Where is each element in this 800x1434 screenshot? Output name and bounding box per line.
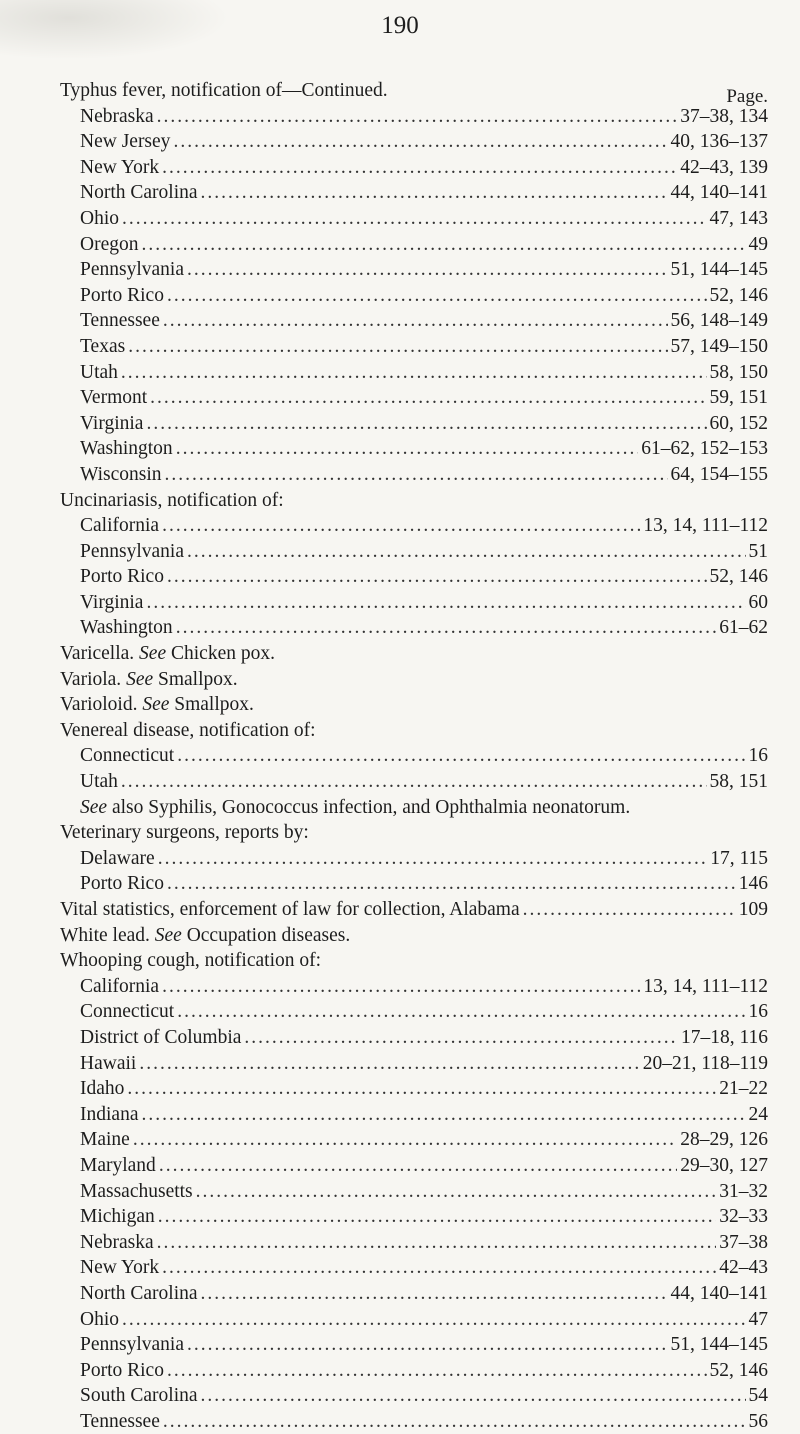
entry-pages: 13, 14, 111–112 [643,515,768,537]
index-entry [60,564,768,590]
see-also-note [60,795,768,821]
entry-pages: 51, 144–145 [670,1334,768,1356]
entry-name: Hawaii [80,1052,137,1074]
entry-pages: 51 [748,540,768,562]
entry-pages: 42–43 [719,1257,768,1279]
entry-name: Washington [80,438,173,460]
xref-see: See [142,694,170,716]
entry-pages: 52, 146 [709,1359,768,1381]
entry-pages: 56 [748,1410,768,1432]
entry-name: District of Columbia [80,1026,242,1048]
leader-dots [176,436,639,462]
index-entry [60,283,768,309]
index-entry [60,615,768,641]
entry-name: Ohio [80,1308,119,1330]
entry-pages: 64, 154–155 [670,463,768,485]
entry-name: Massachusetts [80,1180,193,1202]
entry-name: Vital statistics, enforcement of law for collection, Alabama [60,899,520,920]
entry-name: Porto Rico [80,1359,164,1381]
entry-pages: 37–38 [719,1231,768,1253]
entry-pages: 52, 146 [709,284,768,306]
entry-name: Porto Rico [80,566,164,588]
index-entry [60,411,768,437]
leader-dots [173,129,667,155]
entry-name: Delaware [80,847,155,869]
leader-dots [139,1051,639,1077]
entry-name: California [80,975,160,997]
leader-dots [201,1281,668,1307]
index-heading: Uncinariasis, notification of: [60,489,284,511]
entry-pages: 31–32 [719,1180,768,1202]
entry-pages: 28–29, 126 [680,1129,768,1151]
leader-dots [187,257,668,283]
entry-pages: 52, 146 [709,566,768,588]
entry-name: Indiana [80,1103,139,1125]
index-entry [60,360,768,386]
index-heading: Whooping cough, notification of: [60,950,322,972]
xref-see: See [154,924,182,946]
index-heading: Typhus fever, notification of—Continued. [60,80,388,101]
entry-name: Virginia [80,412,144,434]
entry-pages: 32–33 [719,1206,768,1228]
index-entry [60,334,768,360]
xref-term: Varioloid. [60,694,138,716]
leader-dots [244,1025,678,1051]
entry-pages: 20–21, 118–119 [642,1052,768,1074]
index-entry [60,974,768,1000]
entry-pages: 61–62 [719,617,768,639]
leader-dots [157,1230,717,1256]
entry-name: Maine [80,1129,130,1151]
entry-name: South Carolina [80,1385,198,1407]
entry-pages: 17–18, 116 [680,1026,768,1048]
entry-pages: 60 [748,591,768,613]
entry-pages: 109 [738,899,768,920]
xref-target: Occupation diseases. [186,924,351,946]
leader-dots [159,1153,677,1179]
entry-name: North Carolina [80,182,198,204]
index-entry [60,462,768,488]
leader-dots [158,846,708,872]
index-heading: Venereal disease, notification of: [60,719,316,741]
leader-dots [158,1204,717,1230]
see-also-text: also Syphilis, Gonococcus infection, and Ophthalmia neonatorum. [111,796,631,818]
entry-name: Pennsylvania [80,259,184,281]
entry-name: Porto Rico [80,873,164,895]
entry-name: Porto Rico [80,284,164,306]
page-column-label: Page. [726,86,768,107]
xref-term: Variola. [60,668,122,690]
entry-name: North Carolina [80,1282,198,1304]
index-entry [60,1051,768,1077]
entry-pages: 146 [738,873,768,895]
leader-dots [165,462,668,488]
entry-pages: 16 [748,745,768,767]
entry-pages: 17, 115 [710,847,768,869]
leader-dots [127,1076,716,1102]
entry-name: Nebraska [80,105,154,127]
entry-pages: 49 [748,233,768,255]
leader-dots [163,1409,746,1434]
leader-dots [201,180,668,206]
cross-reference [60,667,768,693]
index-entry [60,1409,768,1434]
index-entry [60,897,768,923]
index-entry [60,385,768,411]
leader-dots [167,283,707,309]
index-entry [60,206,768,232]
index-entry [60,846,768,872]
index-entry [60,1076,768,1102]
entry-name: Pennsylvania [80,1334,184,1356]
entry-name: Nebraska [80,1231,154,1253]
entry-name: Michigan [80,1206,155,1228]
entry-pages: 58, 150 [709,361,768,383]
index-heading: Veterinary surgeons, reports by: [60,822,309,844]
leader-dots [167,1358,707,1384]
see-also-see: See [80,796,108,818]
xref-target: Chicken pox. [170,643,275,665]
leader-dots [146,590,745,616]
index-entry [60,1102,768,1128]
entry-pages: 44, 140–141 [670,1282,768,1304]
cross-reference [60,641,768,667]
leader-dots [162,155,677,181]
entry-pages: 40, 136–137 [670,131,768,153]
index-entry [60,590,768,616]
leader-dots [177,999,745,1025]
index-entry [60,436,768,462]
index-entry [60,1358,768,1384]
entry-name: Wisconsin [80,463,162,485]
entry-name: Utah [80,361,118,383]
leader-dots [201,1383,746,1409]
entry-pages: 56, 148–149 [670,310,768,332]
entry-pages: 29–30, 127 [680,1154,768,1176]
entry-pages: 42–43, 139 [680,156,768,178]
entry-name: California [80,515,160,537]
leader-dots [121,360,707,386]
index-entry [60,1255,768,1281]
entry-name: Tennessee [80,310,160,332]
xref-see: See [139,643,167,665]
entry-name: Maryland [80,1154,156,1176]
entry-pages: 60, 152 [709,412,768,434]
index-entry [60,871,768,897]
entry-name: Utah [80,771,118,793]
entry-name: Idaho [80,1078,125,1100]
index-entry [60,1153,768,1179]
leader-dots [177,743,745,769]
entry-pages: 13, 14, 111–112 [643,975,768,997]
index-entry [60,1383,768,1409]
xref-target: Smallpox. [158,668,238,690]
index-entry [60,1332,768,1358]
leader-dots [196,1179,717,1205]
entry-name: Virginia [80,591,144,613]
index-entry [60,1230,768,1256]
index-entry [60,257,768,283]
leader-dots [122,206,707,232]
entry-name: Pennsylvania [80,540,184,562]
entry-name: Connecticut [80,745,175,767]
leader-dots [187,539,746,565]
entry-name: Vermont [80,387,148,409]
entry-pages: 61–62, 152–153 [641,438,768,460]
entry-name: Tennessee [80,1410,160,1432]
entry-pages: 54 [748,1385,768,1407]
index-entry [60,180,768,206]
xref-target: Smallpox. [174,694,254,716]
entry-pages: 47, 143 [709,207,768,229]
index-entry [60,513,768,539]
leader-dots [128,334,667,360]
index-entry [60,129,768,155]
leader-dots [167,564,707,590]
index-entry [60,1307,768,1333]
index-entry [60,1025,768,1051]
entry-pages: 59, 151 [709,387,768,409]
index-entry [60,1127,768,1153]
xref-term: Varicella. [60,643,135,665]
entry-pages: 57, 149–150 [670,335,768,357]
index-entry [60,999,768,1025]
leader-dots [146,411,706,437]
entry-name: Ohio [80,207,119,229]
index-entry [60,769,768,795]
index-entry [60,155,768,181]
entry-pages: 44, 140–141 [670,182,768,204]
cross-reference [60,923,768,949]
index-entry [60,104,768,130]
index-entry [60,539,768,565]
index-entry [60,743,768,769]
index-entry [60,1179,768,1205]
entry-name: New York [80,1257,160,1279]
leader-dots [133,1127,677,1153]
page-number: 190 [381,12,419,39]
entry-name: New Jersey [80,131,171,153]
leader-dots [162,974,640,1000]
entry-name: Washington [80,617,173,639]
leader-dots [162,1255,716,1281]
xref-term: White lead. [60,924,150,946]
entry-pages: 24 [748,1103,768,1125]
index-entry [60,1204,768,1230]
leader-dots [176,615,717,641]
entry-name: Connecticut [80,1001,175,1023]
leader-dots [163,308,668,334]
leader-dots [121,769,707,795]
entry-pages: 58, 151 [709,771,768,793]
index-entry [60,232,768,258]
leader-dots [141,232,745,258]
index-entry [60,308,768,334]
leader-dots [150,385,706,411]
entry-pages: 47 [748,1308,768,1330]
entry-pages: 16 [748,1001,768,1023]
cross-reference [60,692,768,718]
leader-dots [141,1102,745,1128]
leader-dots [187,1332,668,1358]
leader-dots [157,104,678,130]
entry-name: New York [80,156,160,178]
entry-name: Oregon [80,233,139,255]
leader-dots [162,513,640,539]
leader-dots [122,1307,746,1333]
entry-pages: 21–22 [719,1078,768,1100]
entry-pages: 37–38, 134 [680,105,768,127]
leader-dots [523,897,736,923]
leader-dots [167,871,736,897]
index-list [60,78,768,1434]
xref-see: See [126,668,154,690]
index-entry [60,1281,768,1307]
entry-pages: 51, 144–145 [670,259,768,281]
entry-name: Texas [80,335,126,357]
